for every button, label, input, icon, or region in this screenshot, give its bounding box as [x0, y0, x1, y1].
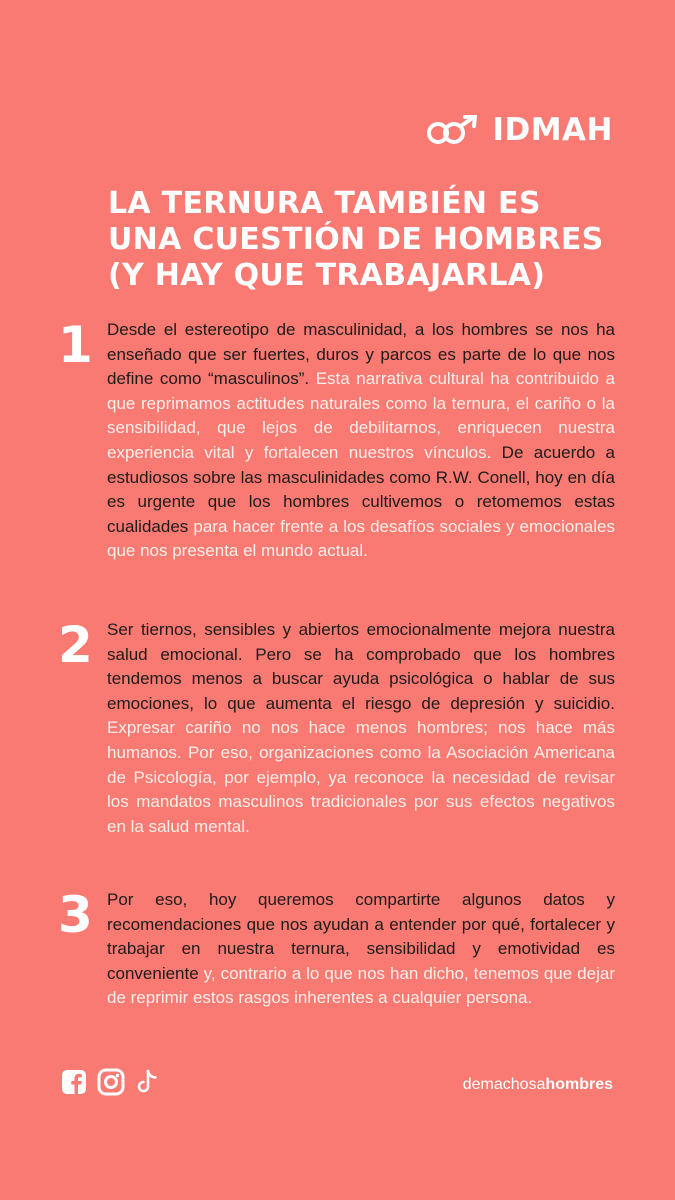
section-number: 1 [58, 316, 93, 374]
instagram-icon[interactable] [97, 1068, 125, 1100]
brand-logo [424, 112, 613, 148]
facebook-icon[interactable] [61, 1069, 87, 1099]
section-2 [58, 618, 618, 839]
section-text [107, 888, 615, 1011]
section-1 [58, 318, 618, 564]
social-handle[interactable] [463, 1076, 613, 1094]
text-part: De acuerdo a estudiosos sobre las masculinidades como R.W. Conell, hoy en día es urgente que los hombres cultivemos o retomemos estas cualidades [107, 442, 615, 536]
title-line: UNA CUESTIÓN DE HOMBRES [108, 222, 604, 257]
text-part: Expresar cariño no nos hace menos hombres; nos hace más humanos. Por eso, organizaciones como la Asociación Americana de Psicología, por ejemplo, ya reconoce la necesidad de revisar los mandatos masculinos tradicionales por sus efectos negativos en la salud mental. [107, 718, 615, 836]
tiktok-icon[interactable] [135, 1068, 161, 1100]
text-part: y, contrario a lo que nos han dicho, tenemos que dejar de reprimir estos rasgos inherentes a cualquier persona. [107, 963, 615, 1008]
handle-bold: hombres [545, 1076, 613, 1093]
page-title [108, 186, 628, 294]
section-text [107, 618, 615, 839]
section-number: 3 [58, 886, 93, 944]
title-line: LA TERNURA TAMBIÉN ES [108, 186, 541, 221]
section-text [107, 318, 615, 564]
handle-regular: demachosa [462, 1076, 546, 1093]
section-number: 2 [58, 616, 93, 674]
gender-symbol-icon [424, 115, 484, 145]
text-part: Ser tiernos, sensibles y abiertos emocionalmente mejora nuestra salud emocional. Pero se ha comprobado que los hombres tendemos menos a buscar ayuda psicológica o hablar de sus emociones, lo que aumenta el riesgo de depresión y suicidio. [107, 620, 615, 713]
text-part: Esta narrativa cultural ha contribuido a que reprimamos actitudes naturales como la ternura, el cariño o la sensibilidad, que lejos de debilitarnos, enriquecen nuestra experiencia vital y fortalecen nuestros vínculos. [107, 369, 616, 462]
text-part: para hacer frente a los desafíos sociales y emocionales que nos presenta el mundo actual. [107, 516, 615, 561]
social-icons [61, 1068, 161, 1100]
text-part: Desde el estereotipo de masculinidad, a los hombres se nos ha enseñado que ser fuertes, duros y parcos es parte de lo que nos define como “masculinos”. [107, 320, 615, 389]
title-line: (Y HAY QUE TRABAJARLA) [108, 258, 546, 293]
text-part: Por eso, hoy queremos compartirte algunos datos y recomendaciones que nos ayudan a entender por qué, fortalecer y trabajar en nuestra ternura, sensibilidad y emotividad es conveniente [107, 890, 615, 983]
brand-name: IDMAH [492, 112, 613, 148]
section-3 [58, 888, 618, 1011]
